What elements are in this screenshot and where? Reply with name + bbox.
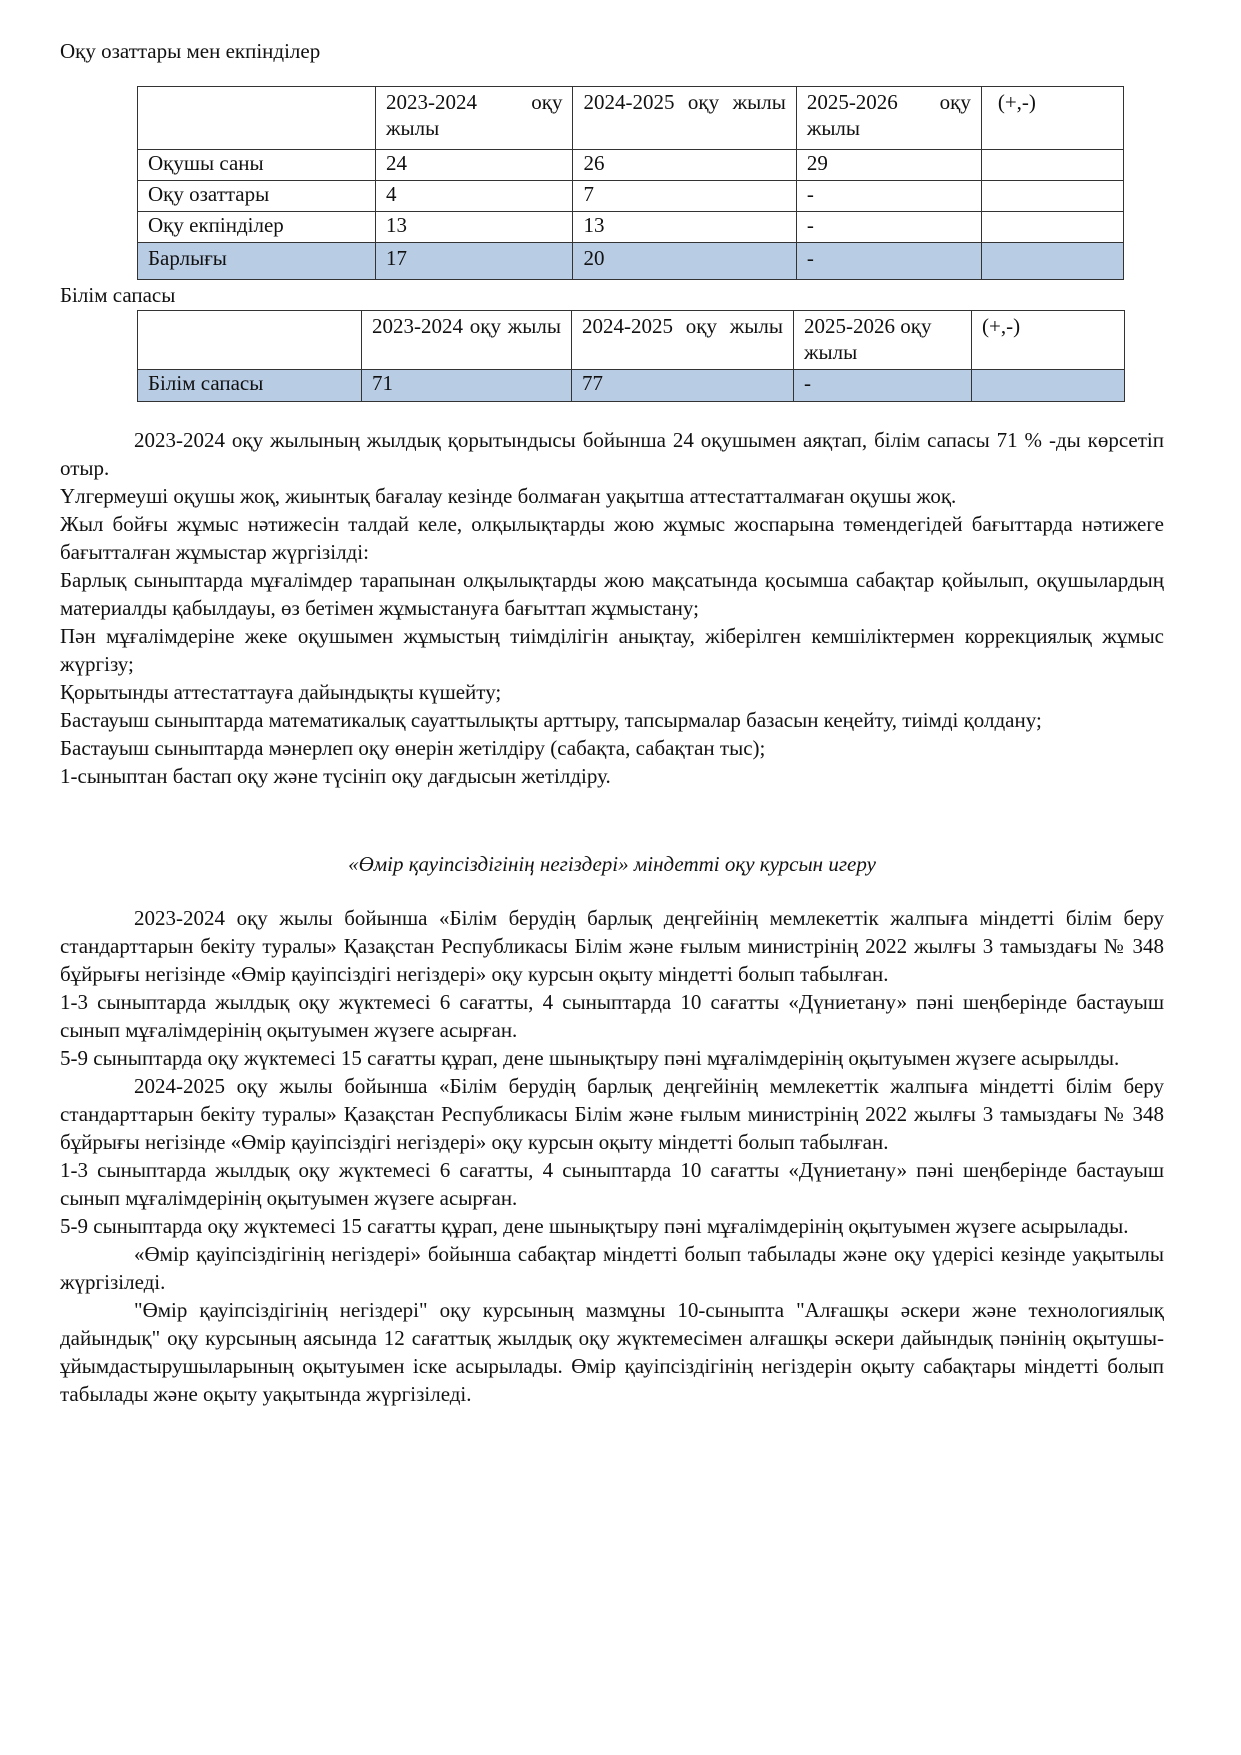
table-header-cell: 2025-2026 оқу жылы — [796, 87, 981, 150]
table-header-cell: 2023-2024 оқу жылы — [376, 87, 573, 150]
section-title: «Өмір қауіпсіздігінің негіздері» міндетті оқу курсын игеру — [348, 852, 876, 876]
table-cell: 24 — [376, 150, 573, 181]
paragraph: 1-3 сыныптарда жылдық оқу жүктемесі 6 сағатты, 4 сыныптарда 10 сағатты «Дүниетану» пәні шеңберінде бастауыш сынып мұғалімдерінің оқытуымен жүзеге асырған. — [60, 990, 1164, 1042]
table-cell — [972, 370, 1125, 402]
paragraph: 1-3 сыныптарда жылдық оқу жүктемесі 6 сағатты, 4 сыныптарда 10 сағатты «Дүниетану» пәні шеңберінде бастауыш сынып мұғалімдерінің оқытуымен жүзеге асырған. — [60, 1158, 1164, 1210]
paragraph: 5-9 сыныптарда оқу жүктемесі 15 сағатты құрап, дене шынықтыру пәні мұғалімдерінің оқытуымен жүзеге асырылды. — [60, 1046, 1120, 1070]
table-row-total — [138, 243, 1124, 280]
paragraph: Бастауыш сыныптарда математикалық сауаттылықты арттыру, тапсырмалар базасын кеңейту, тиімді қолдану; — [60, 708, 1042, 732]
table-cell: Оқушы саны — [138, 150, 376, 181]
paragraph: Бастауыш сыныптарда мәнерлеп оқу өнерін жетілдіру (сабақта, сабақтан тыс); — [60, 736, 766, 760]
table-cell: - — [796, 181, 981, 212]
heading-top-students: Оқу озаттары мен екпінділер — [60, 39, 321, 63]
paragraph: 5-9 сыныптарда оқу жүктемесі 15 сағатты құрап, дене шынықтыру пәні мұғалімдерінің оқытуымен жүзеге асырылады. — [60, 1214, 1129, 1238]
table-cell: 26 — [573, 150, 796, 181]
table-row — [138, 181, 1124, 212]
table-cell: 7 — [573, 181, 796, 212]
life-safety-section — [60, 904, 1164, 1408]
table-row — [138, 370, 1125, 402]
students-table — [137, 86, 1124, 280]
table-cell: - — [796, 212, 981, 243]
heading-knowledge-quality: Білім сапасы — [60, 283, 176, 307]
paragraph: Барлық сыныптарда мұғалімдер тарапынан олқылықтарды жою мақсатында қосымша сабақтар қойылып, оқушылардың материалды қабылдауы, өз бетімен жұмыстануға бағыттап жұмыстану; — [60, 568, 1164, 620]
table-cell: 13 — [573, 212, 796, 243]
table-cell: - — [794, 370, 972, 402]
paragraph: Жыл бойғы жұмыс нәтижесін талдай келе, олқылықтарды жою жұмыс жоспарына төмендегідей бағыттарда нәтижеге бағытталған жұмыстар жүргізілді: — [60, 512, 1164, 564]
paragraph: Пән мұғалімдеріне жеке оқушымен жұмыстың тиімділігін анықтау, жіберілген кемшіліктермен коррекциялық жұмыс жүргізу; — [60, 624, 1164, 676]
table-cell: - — [796, 243, 981, 280]
table-cell: Білім сапасы — [138, 370, 362, 402]
table-cell: 29 — [796, 150, 981, 181]
table-header-cell: 2025-2026 оқу жылы — [794, 311, 972, 370]
table-cell: 4 — [376, 181, 573, 212]
table-header-cell: 2023-2024 оқу жылы — [362, 311, 572, 370]
table-cell: Оқу екпінділер — [138, 212, 376, 243]
table-cell: Оқу озаттары — [138, 181, 376, 212]
table-cell: Барлығы — [138, 243, 376, 280]
table-cell: 77 — [572, 370, 794, 402]
table-cell — [981, 243, 1123, 280]
paragraph: "Өмір қауіпсіздігінің негіздері" оқу курсының мазмұны 10-сыныпта "Алғашқы әскери және технологиялық дайындық" оқу курсының аясында 12 сағаттық жылдық оқу жүктемесімен алғашқы әскери дайындық пәнінің оқытушы-ұйымдастырушыларының оқытуымен іске асырылады. Өмір қауіпсіздігінің негіздерін оқыту сабақтары міндетті болып табылады және оқыту уақытында жүргізіледі. — [60, 1298, 1164, 1406]
table-cell — [981, 212, 1123, 243]
table-header-cell: 2024-2025 оқу жылы — [573, 87, 796, 150]
paragraph: 2023-2024 оқу жылы бойынша «Білім берудің барлық деңгейінің мемлекеттік жалпыға міндетті білім беру стандарттарын бекіту туралы» Қазақстан Республикасы Білім және ғылым министрінің 2022 жылғы 3 тамыздағы № 348 бұйрығы негізінде «Өмір қауіпсіздігі негіздері» оқу курсын оқыту міндетті болып табылған. — [60, 906, 1164, 986]
table-header-row — [138, 87, 1124, 150]
paragraph: Үлгермеуші оқушы жоқ, жиынтық бағалау кезінде болмаған уақытша аттестатталмаған оқушы жоқ. — [60, 484, 957, 508]
paragraph: «Өмір қауіпсіздігінің негіздері» бойынша сабақтар міндетті болып табылады және оқу үдерісі кезінде уақытылы жүргізіледі. — [60, 1242, 1164, 1294]
table-cell: 13 — [376, 212, 573, 243]
paragraph: 2023-2024 оқу жылының жылдық қорытындысы бойынша 24 оқушымен аяқтап, білім сапасы 71 % -ды көрсетіп отыр. — [60, 428, 1164, 480]
table-cell: 17 — [376, 243, 573, 280]
table-header-cell — [138, 311, 362, 370]
table-cell: 20 — [573, 243, 796, 280]
table-header-cell: (+,-) — [972, 311, 1125, 370]
table-cell — [981, 181, 1123, 212]
results-section — [60, 426, 1164, 790]
table-cell: 71 — [362, 370, 572, 402]
paragraph: Қорытынды аттестаттауға дайындықты күшейту; — [60, 680, 502, 704]
table-header-row — [138, 311, 1125, 370]
table-header-cell — [138, 87, 376, 150]
table-header-cell: (+,-) — [981, 87, 1123, 150]
paragraph: 1-сыныптан бастап оқу және түсініп оқу дағдысын жетілдіру. — [60, 764, 611, 788]
table-row — [138, 212, 1124, 243]
table-cell — [981, 150, 1123, 181]
knowledge-quality-table — [137, 310, 1125, 402]
table-header-cell: 2024-2025 оқу жылы — [572, 311, 794, 370]
paragraph: 2024-2025 оқу жылы бойынша «Білім берудің барлық деңгейінің мемлекеттік жалпыға міндетті білім беру стандарттарын бекіту туралы» Қазақстан Республикасы Білім және ғылым министрінің 2022 жылғы 3 тамыздағы № 348 бұйрығы негізінде «Өмір қауіпсіздігі негіздері» оқу курсын оқыту міндетті болып табылған. — [60, 1074, 1164, 1154]
document-page — [60, 36, 1164, 1408]
table-row — [138, 150, 1124, 181]
